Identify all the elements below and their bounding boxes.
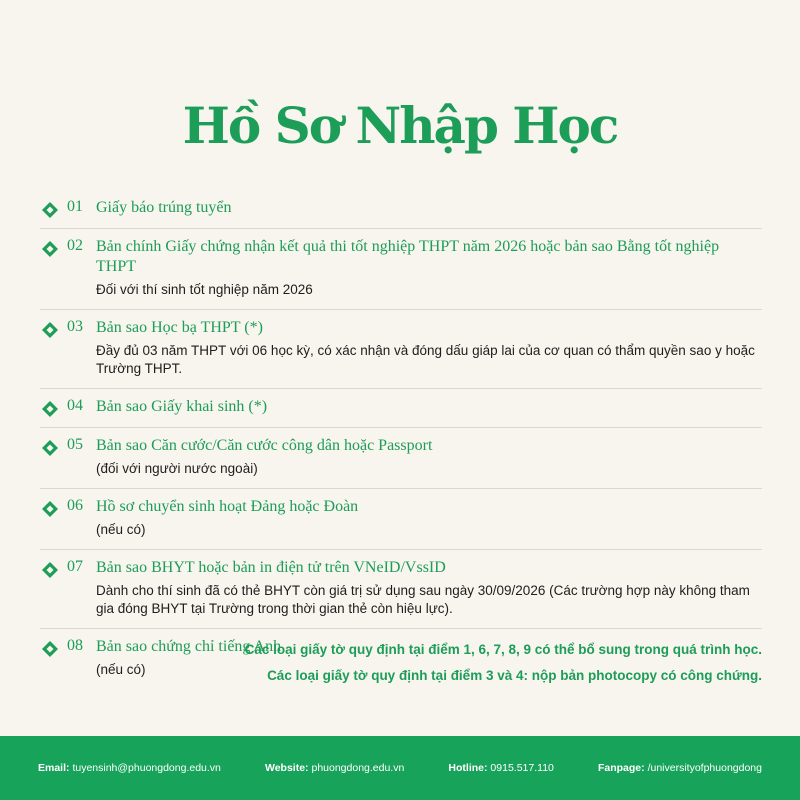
diamond-bullet-icon — [42, 401, 58, 417]
item-title: Bản sao chứng chỉ tiếng Anh — [96, 638, 282, 655]
diamond-bullet-icon — [42, 202, 58, 218]
item-number: 06 — [67, 497, 83, 514]
item-number: 08 — [67, 637, 83, 654]
email-label: Email: — [38, 762, 70, 774]
hotline-link[interactable]: 0915.517.110 — [490, 762, 554, 774]
notes — [245, 637, 762, 689]
fanpage-label: Fanpage: — [597, 762, 645, 774]
item-title: Hồ sơ chuyển sinh hoạt Đảng hoặc Đoàn — [96, 498, 359, 515]
item-number: 04 — [67, 397, 83, 414]
item-title: Giấy báo trúng tuyển — [96, 199, 232, 216]
diamond-bullet-icon — [42, 501, 58, 517]
item-title: Bản chính Giấy chứng nhận kết quả thi tốt nghiệp THPT năm 2026 hoặc bản sao Bằng tốt nghiệp THPT — [96, 238, 720, 275]
item-description: (nếu có) — [96, 662, 146, 677]
list-item — [40, 229, 762, 310]
diamond-bullet-icon — [42, 322, 58, 338]
footer-hotline — [448, 762, 553, 774]
item-number: 05 — [67, 436, 83, 453]
list-item — [40, 550, 762, 629]
diamond-bullet-icon — [42, 562, 58, 578]
list-item — [40, 389, 762, 428]
list-item — [40, 190, 762, 229]
list-item — [40, 428, 762, 489]
footer-email — [38, 762, 221, 774]
item-description: Đối với thí sinh tốt nghiệp năm 2026 — [96, 282, 313, 297]
item-title: Bản sao Căn cước/Căn cước công dân hoặc Passport — [96, 437, 433, 454]
item-description: Dành cho thí sinh đã có thẻ BHYT còn giá trị sử dụng sau ngày 30/09/2026 (Các trường hợp này không tham gia đóng BHYT tại Trường trong thời gian thẻ còn hiệu lực). — [96, 583, 750, 616]
item-description: Đầy đủ 03 năm THPT với 06 học kỳ, có xác nhận và đóng dấu giáp lai của cơ quan có thẩm quyền sao y hoặc Trường THPT. — [96, 343, 755, 376]
item-number: 02 — [67, 237, 83, 254]
item-number: 01 — [67, 198, 83, 215]
website-label: Website: — [264, 762, 309, 774]
footer-fanpage — [598, 762, 762, 774]
item-description: (nếu có) — [96, 522, 146, 537]
fanpage-link[interactable]: /universityofphuongdong — [647, 762, 762, 774]
diamond-bullet-icon — [42, 241, 58, 257]
footer-contact-bar — [0, 736, 800, 800]
website-link[interactable]: phuongdong.edu.vn — [311, 762, 405, 774]
item-description: (đối với người nước ngoài) — [96, 461, 258, 476]
footer-website — [265, 762, 404, 774]
hotline-label: Hotline: — [448, 762, 488, 774]
item-title: Bản sao BHYT hoặc bản in điện tử trên VNeID/VssID — [96, 559, 446, 576]
note-line: Các loại giấy tờ quy định tại điểm 3 và 4: nộp bản photocopy có công chứng. — [267, 668, 762, 683]
item-title: Bản sao Giấy khai sinh (*) — [96, 398, 268, 415]
diamond-bullet-icon — [42, 641, 58, 657]
list-item — [40, 489, 762, 550]
item-title: Bản sao Học bạ THPT (*) — [96, 319, 263, 336]
document-list — [40, 190, 762, 689]
item-number: 07 — [67, 558, 83, 575]
note-line: Các loại giấy tờ quy định tại điểm 1, 6, 7, 8, 9 có thể bổ sung trong quá trình học. — [244, 642, 762, 657]
page-title: Hồ Sơ Nhập Học — [182, 96, 618, 155]
email-link[interactable]: tuyensinh@phuongdong.edu.vn — [72, 762, 221, 774]
list-item — [40, 310, 762, 389]
diamond-bullet-icon — [42, 440, 58, 456]
item-number: 03 — [67, 318, 83, 335]
